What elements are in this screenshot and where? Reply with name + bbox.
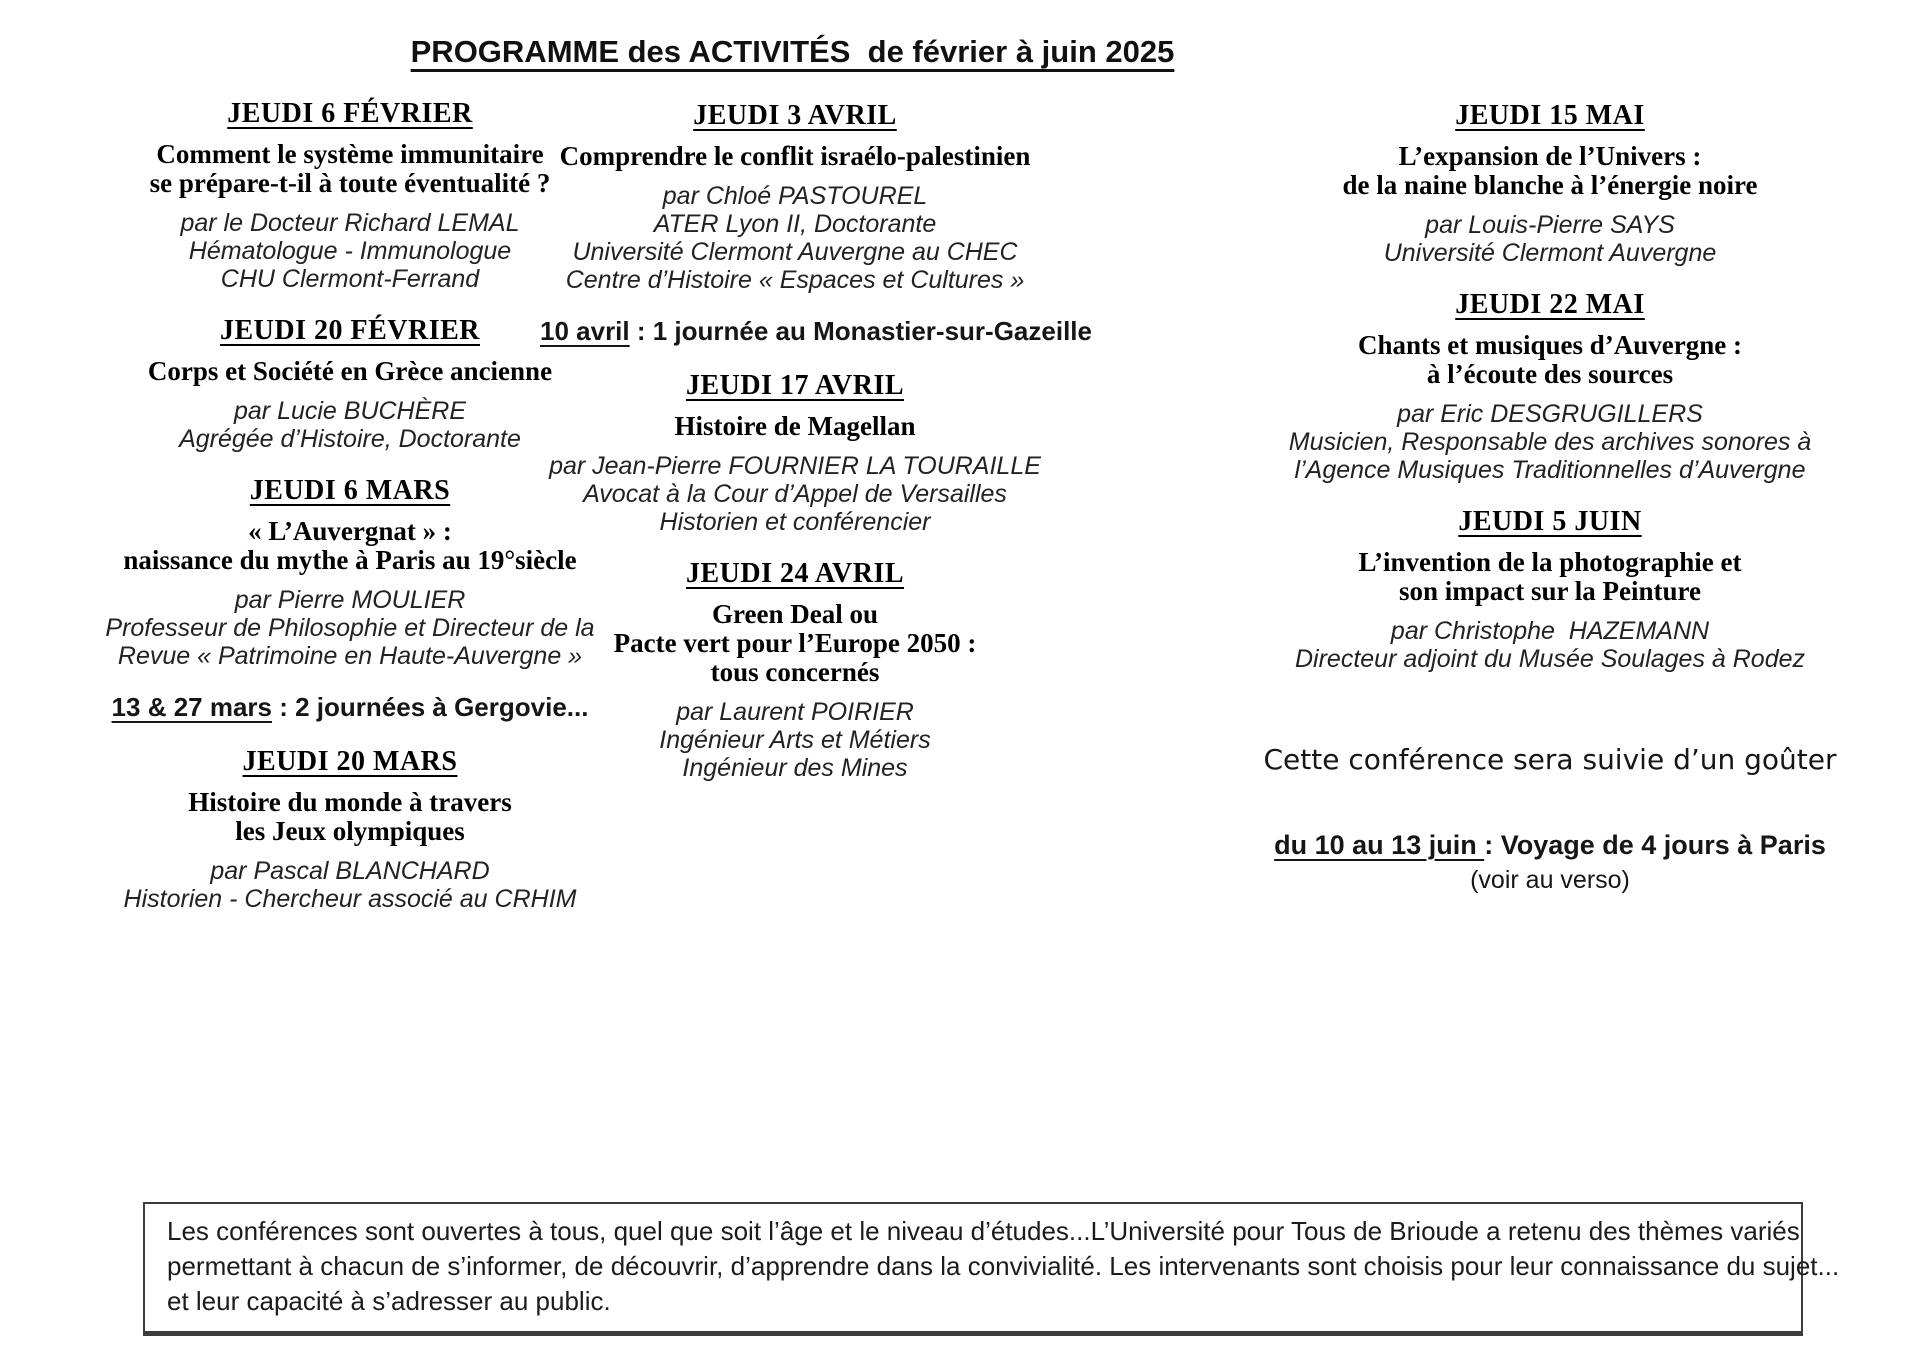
event-title	[90, 788, 610, 846]
event-title	[90, 357, 610, 386]
event-title-line: se prépare-t-il à toute éventualité ?	[149, 168, 551, 198]
event-title-line: « L’Auvergnat » :	[248, 516, 452, 546]
event-title-line: à l’écoute des sources	[1426, 359, 1674, 389]
event-date: JEUDI 24 AVRIL	[685, 558, 905, 589]
excursion-date: 10 avril	[540, 316, 630, 346]
speaker-line: par Chloé PASTOUREL	[662, 182, 928, 210]
event-speakers	[90, 209, 610, 293]
event-speakers	[90, 586, 610, 670]
program-column-april	[540, 100, 1092, 804]
event-block	[90, 475, 610, 670]
footer-line: et leur capacité à s’adresser au public.	[167, 1286, 611, 1316]
speaker-line: Ingénieur Arts et Métiers	[659, 726, 931, 754]
footer-line: Les conférences sont ouvertes à tous, quel que soit l’âge et le niveau d’études...L’Université pour Tous de Brioude a retenu des thèmes variés	[167, 1216, 1800, 1246]
event-title	[540, 412, 1050, 441]
event-title	[540, 142, 1050, 171]
event-title	[1180, 331, 1920, 389]
program-column-february-march	[90, 98, 610, 935]
gouter-note: Cette conférence sera suivie d’un goûter	[1263, 743, 1837, 776]
event-title-line: son impact sur la Peinture	[1398, 576, 1701, 606]
speaker-line: par Louis-Pierre SAYS	[1425, 211, 1675, 239]
speaker-line: Université Clermont Auvergne au CHEC	[572, 238, 1018, 266]
event-speakers	[540, 698, 1050, 782]
event-title	[1180, 548, 1920, 606]
event-speakers	[1180, 211, 1920, 267]
event-title	[540, 600, 1050, 687]
event-title-line: Histoire de Magellan	[674, 411, 916, 441]
speaker-line: par Pierre MOULIER	[234, 586, 466, 614]
speaker-line: Agrégée d’Histoire, Doctorante	[179, 425, 521, 453]
speaker-line: Historien - Chercheur associé au CRHIM	[123, 885, 577, 913]
speaker-line: Avocat à la Cour d’Appel de Versailles	[583, 480, 1007, 508]
event-title-line: L’invention de la photographie et	[1358, 547, 1742, 577]
event-title-line: Comprendre le conflit israélo-palestinien	[559, 141, 1031, 171]
footer-box	[143, 1202, 1840, 1336]
event-title-line: les Jeux olympiques	[235, 816, 465, 846]
event-date: JEUDI 20 MARS	[242, 746, 458, 777]
speaker-line: Directeur adjoint du Musée Soulages à Rodez	[1294, 645, 1806, 673]
event-title-line: Pacte vert pour l’Europe 2050 :	[613, 628, 977, 658]
speaker-line: l’Agence Musiques Traditionnelles d’Auvergne	[1294, 456, 1806, 484]
event-date: JEUDI 6 FÉVRIER	[227, 98, 473, 129]
event-date: JEUDI 22 MAI	[1455, 289, 1645, 320]
trip-sub-note: (voir au verso)	[1470, 866, 1630, 894]
event-block	[1180, 289, 1920, 484]
trip-date: du 10 au 13 juin	[1274, 830, 1485, 860]
speaker-line: par Lucie BUCHÈRE	[233, 397, 467, 425]
speaker-line: Ingénieur des Mines	[682, 754, 908, 782]
event-speakers	[1180, 400, 1920, 484]
event-title	[90, 140, 610, 198]
event-block	[1180, 506, 1920, 673]
event-block	[540, 100, 1050, 294]
event-block	[1180, 100, 1920, 267]
speaker-line: Professeur de Philosophie et Directeur de la	[105, 614, 595, 642]
event-date: JEUDI 15 MAI	[1455, 100, 1645, 131]
event-speakers	[540, 452, 1050, 536]
speaker-line: CHU Clermont-Ferrand	[220, 265, 480, 293]
event-title-line: de la naine blanche à l’énergie noire	[1342, 170, 1758, 200]
event-speakers	[540, 182, 1050, 294]
speaker-line: par Christophe HAZEMANN	[1390, 617, 1710, 645]
event-speakers	[90, 857, 610, 913]
event-title-line: Corps et Société en Grèce ancienne	[147, 356, 553, 386]
event-title-line: L’expansion de l’Univers :	[1398, 141, 1702, 171]
event-block	[90, 98, 610, 293]
speaker-line: par Pascal BLANCHARD	[210, 857, 490, 885]
event-date: JEUDI 17 AVRIL	[685, 370, 905, 401]
speaker-line: Centre d’Histoire « Espaces et Cultures »	[565, 266, 1025, 294]
page-title: PROGRAMME des ACTIVITÉS de février à juin 2025	[410, 34, 1175, 69]
event-date: JEUDI 3 AVRIL	[693, 100, 897, 131]
event-speakers	[90, 397, 610, 453]
speaker-line: par Laurent POIRIER	[676, 698, 914, 726]
event-block	[90, 746, 610, 913]
excursion-note	[540, 316, 1092, 346]
excursion-date: 13 & 27 mars	[111, 692, 272, 722]
event-title-line: Green Deal ou	[712, 599, 878, 629]
event-title-line: naissance du mythe à Paris au 19°siècle	[123, 545, 577, 575]
event-title-line: Comment le système immunitaire	[156, 139, 544, 169]
speaker-line: Musicien, Responsable des archives sonores à	[1288, 428, 1812, 456]
trip-note	[1180, 829, 1920, 861]
event-date: JEUDI 6 MARS	[249, 475, 451, 506]
speaker-line: par Jean-Pierre FOURNIER LA TOURAILLE	[549, 452, 1041, 480]
event-block	[540, 370, 1050, 536]
program-column-may-june	[1180, 100, 1920, 895]
speaker-line: Revue « Patrimoine en Haute-Auvergne »	[117, 642, 583, 670]
event-title-line: tous concernés	[710, 657, 880, 687]
event-title	[90, 517, 610, 575]
trip-text: : Voyage de 4 jours à Paris	[1484, 830, 1826, 860]
event-title	[1180, 142, 1920, 200]
speaker-line: par le Docteur Richard LEMAL	[180, 209, 520, 237]
speaker-line: Hématologue - Immunologue	[188, 237, 512, 265]
footer-line: permettant à chacun de s’informer, de découvrir, d’apprendre dans la convivialité. Les intervenants sont choisis pour leur connaissance du sujet...	[167, 1251, 1840, 1281]
event-title-line: Histoire du monde à travers	[188, 787, 512, 817]
event-title-line: Chants et musiques d’Auvergne :	[1357, 330, 1743, 360]
speaker-line: Université Clermont Auvergne	[1383, 239, 1717, 267]
excursion-note	[90, 692, 610, 722]
event-speakers	[1180, 617, 1920, 673]
event-block	[90, 315, 610, 453]
speaker-line: Historien et conférencier	[659, 508, 931, 536]
excursion-text: : 1 journée au Monastier-sur-Gazeille	[629, 316, 1092, 346]
event-date: JEUDI 5 JUIN	[1458, 506, 1642, 537]
speaker-line: ATER Lyon II, Doctorante	[653, 210, 937, 238]
excursion-text: : 2 journées à Gergovie...	[272, 692, 589, 722]
event-block	[540, 558, 1050, 782]
speaker-line: par Eric DESGRUGILLERS	[1397, 400, 1703, 428]
event-date: JEUDI 20 FÉVRIER	[219, 315, 481, 346]
